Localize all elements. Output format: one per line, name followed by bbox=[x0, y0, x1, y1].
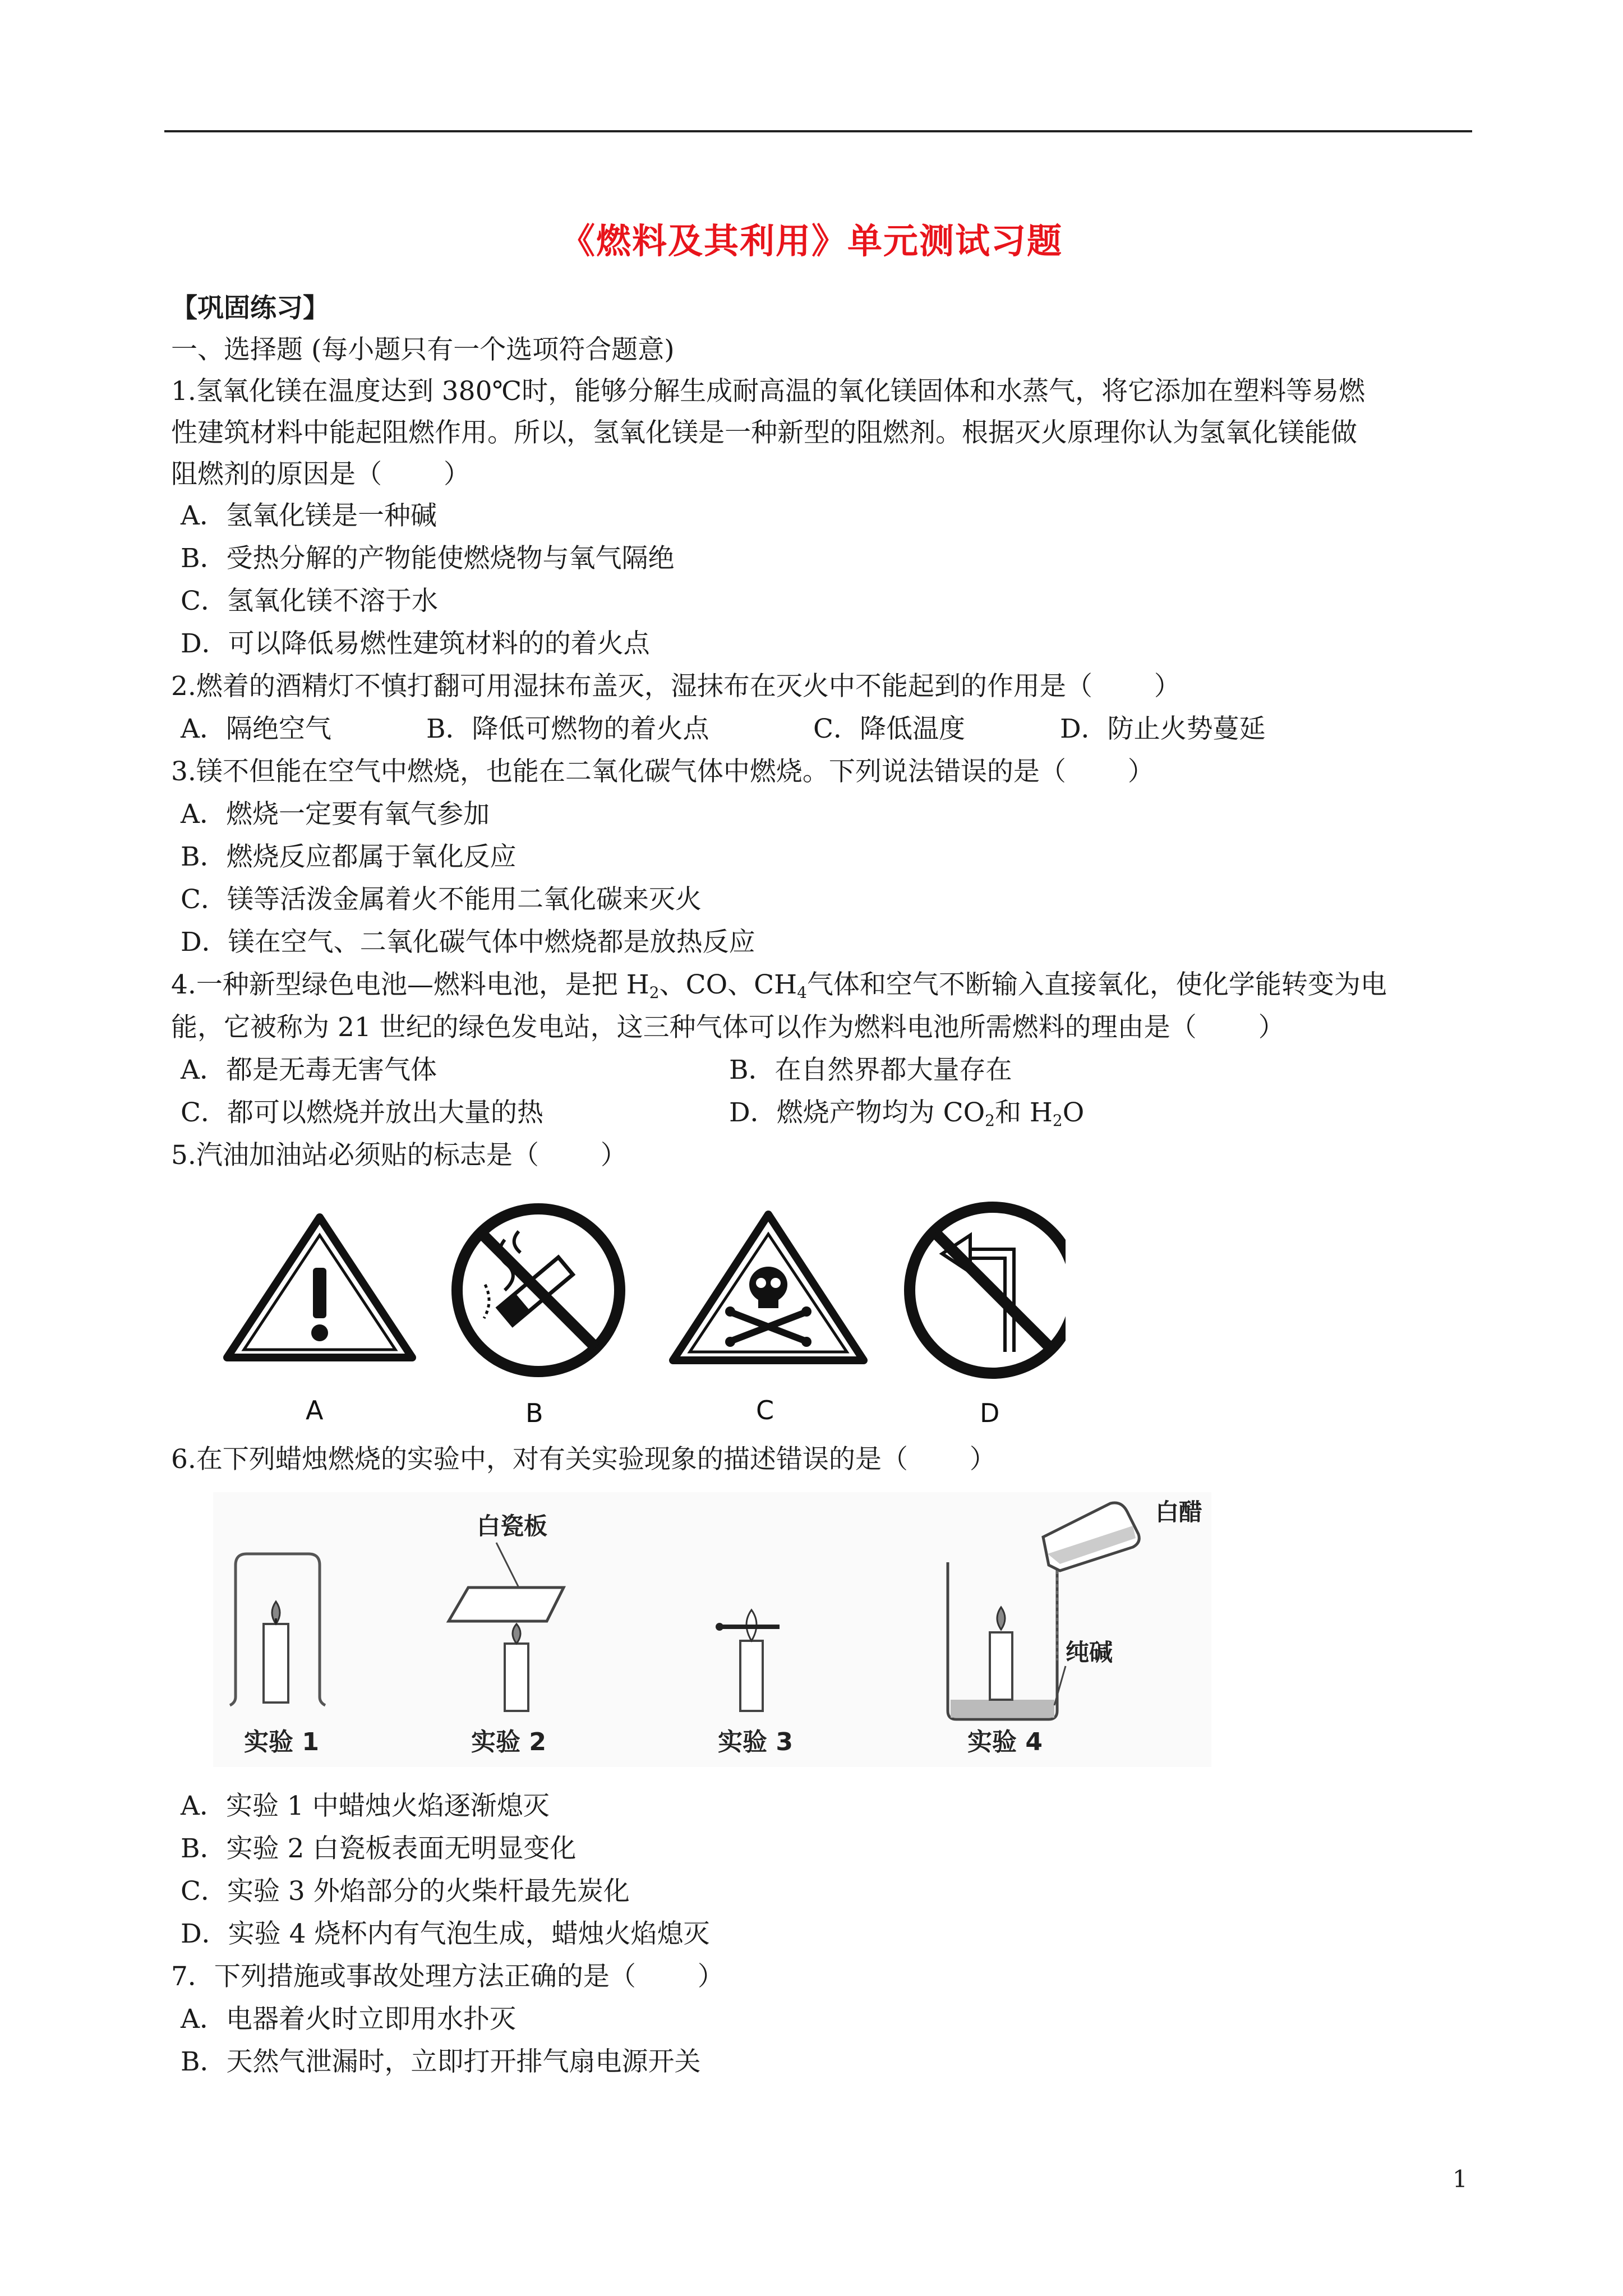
q1-line-3 bbox=[171, 458, 470, 491]
sign-a-warning-icon bbox=[227, 1217, 412, 1358]
exp-label-2: 实验 2 bbox=[471, 1728, 546, 1756]
q4-line-1 bbox=[171, 968, 1387, 1002]
sign-label-d: D bbox=[980, 1398, 1000, 1428]
q7-stem-text: 7．下列措施或事故处理方法正确的是（ bbox=[171, 1961, 636, 1992]
part-one-heading: 一、选择题 (每小题只有一个选项符合题意) bbox=[171, 334, 675, 365]
q5-signs-figure bbox=[213, 1200, 1066, 1436]
q4-sub-ch4: 4 bbox=[797, 983, 807, 1002]
sign-d-prohibition-icon bbox=[910, 1207, 1066, 1373]
q1-line-1: 1.氢氧化镁在温度达到 380℃时，能够分解生成耐高温的氧化镁固体和水蒸气，将它添加在塑料等易燃 bbox=[171, 376, 1366, 407]
q4-text-b: 、CO、CH bbox=[659, 969, 797, 1000]
sign-label-c: C bbox=[756, 1395, 774, 1425]
q4-d-sub-h2o: 2 bbox=[1052, 1111, 1063, 1130]
q3-option-b: B．燃烧反应都属于氧化反应 bbox=[181, 841, 517, 872]
q6-option-d: D．实验 4 烧杯内有气泡生成，蜡烛火焰熄灭 bbox=[181, 1918, 710, 1949]
sign-label-a: A bbox=[306, 1395, 324, 1425]
q6-option-c: C．实验 3 外焰部分的火柴杆最先炭化 bbox=[181, 1876, 630, 1907]
q3-stem-text: 3.镁不但能在空气中燃烧，也能在二氧化碳气体中燃烧。下列说法错误的是（ bbox=[171, 756, 1066, 787]
sign-b-no-smoking-icon bbox=[457, 1209, 620, 1372]
q2-option-c: C．降低温度 bbox=[813, 714, 965, 744]
q3-stem bbox=[171, 755, 1154, 789]
q4-option-d bbox=[729, 1096, 1084, 1130]
q6-stem bbox=[171, 1443, 996, 1476]
q3-paren-close: ） bbox=[1127, 756, 1154, 787]
exp-label-1: 实验 1 bbox=[244, 1728, 319, 1756]
sign-label-b: B bbox=[525, 1398, 543, 1428]
q3-option-c: C．镁等活泼金属着火不能用二氧化碳来灭火 bbox=[181, 884, 702, 915]
q1-option-b: B．受热分解的产物能使燃烧物与氧气隔绝 bbox=[181, 543, 675, 574]
q7-option-a: A．电器着火时立即用水扑灭 bbox=[181, 2004, 516, 2035]
q4-d-sub-co2: 2 bbox=[985, 1111, 995, 1130]
page-title: 《燃料及其利用》单元测试习题 bbox=[560, 220, 1063, 261]
q7-paren-close: ） bbox=[697, 1961, 724, 1992]
q4-d-text-a: D．燃烧产物均为 CO bbox=[729, 1097, 985, 1128]
q1-line-2: 性建筑材料中能起阻燃作用。所以，氢氧化镁是一种新型的阻燃剂。根据灭火原理你认为氢氧化镁能做 bbox=[171, 417, 1357, 448]
q1-option-c: C．氢氧化镁不溶于水 bbox=[181, 586, 438, 616]
q4-d-text-b: 和 H bbox=[994, 1097, 1053, 1128]
q4-option-b: B．在自然界都大量存在 bbox=[729, 1055, 1012, 1085]
q6-option-b: B．实验 2 白瓷板表面无明显变化 bbox=[181, 1833, 577, 1864]
q4-option-a: A．都是无毒无害气体 bbox=[181, 1055, 437, 1085]
q4-option-c: C．都可以燃烧并放出大量的热 bbox=[181, 1097, 543, 1128]
q1-paren-close: ） bbox=[444, 459, 470, 490]
q4-text-c: 气体和空气不断输入直接氧化，使化学能转变为电 bbox=[806, 969, 1387, 1000]
board-label: 白瓷板 bbox=[477, 1512, 548, 1540]
header-rule bbox=[164, 130, 1472, 132]
q6-paren-close: ） bbox=[969, 1444, 996, 1475]
q2-stem bbox=[171, 670, 1181, 703]
q2-option-b: B．降低可燃物的着火点 bbox=[426, 714, 709, 744]
q6-option-a: A．实验 1 中蜡烛火焰逐渐熄灭 bbox=[181, 1791, 550, 1821]
section-header: 【巩固练习】 bbox=[171, 293, 329, 324]
q5-paren-close: ） bbox=[600, 1140, 627, 1171]
q3-option-a: A．燃烧一定要有氧气参加 bbox=[181, 799, 490, 830]
q2-paren-close: ） bbox=[1154, 671, 1181, 702]
q4-sub-h2: 2 bbox=[649, 983, 660, 1002]
q7-stem bbox=[171, 1960, 724, 1994]
vinegar-label: 白醋 bbox=[1155, 1498, 1203, 1526]
q2-option-d: D．防止火势蔓延 bbox=[1060, 714, 1266, 744]
page-number: 1 bbox=[1453, 2165, 1468, 2193]
q2-stem-text: 2.燃着的酒精灯不慎打翻可用湿抹布盖灭，湿抹布在灭火中不能起到的作用是（ bbox=[171, 671, 1092, 702]
q5-stem-text: 5.汽油加油站必须贴的标志是（ bbox=[171, 1140, 539, 1171]
q7-option-b: B．天然气泄漏时，立即打开排气扇电源开关 bbox=[181, 2046, 701, 2077]
q1-option-a: A．氢氧化镁是一种碱 bbox=[181, 500, 437, 531]
q1-option-d: D．可以降低易燃性建筑材料的的着火点 bbox=[181, 628, 650, 659]
q4-text-a: 4.一种新型绿色电池—燃料电池，是把 H bbox=[171, 969, 649, 1000]
exp-label-4: 实验 4 bbox=[967, 1728, 1043, 1756]
exp-label-3: 实验 3 bbox=[718, 1728, 793, 1756]
q4-line-2 bbox=[171, 1011, 1285, 1045]
q2-option-a: A．隔绝空气 bbox=[181, 714, 331, 744]
q1-stem-text: 阻燃剂的原因是（ bbox=[171, 459, 382, 490]
sign-c-poison-icon bbox=[673, 1214, 864, 1360]
soda-label: 纯碱 bbox=[1066, 1639, 1113, 1666]
q4-line-2-text: 能，它被称为 21 世纪的绿色发电站，这三种气体可以作为燃料电池所需燃料的理由是（ bbox=[171, 1012, 1197, 1043]
q6-experiment-figure bbox=[213, 1492, 1211, 1767]
q6-stem-text: 6.在下列蜡烛燃烧的实验中，对有关实验现象的描述错误的是（ bbox=[171, 1444, 908, 1475]
q4-d-text-c: O bbox=[1062, 1097, 1085, 1128]
q4-paren-close: ） bbox=[1258, 1012, 1285, 1043]
q3-option-d: D．镁在空气、二氧化碳气体中燃烧都是放热反应 bbox=[181, 927, 755, 958]
q5-stem bbox=[171, 1139, 627, 1172]
